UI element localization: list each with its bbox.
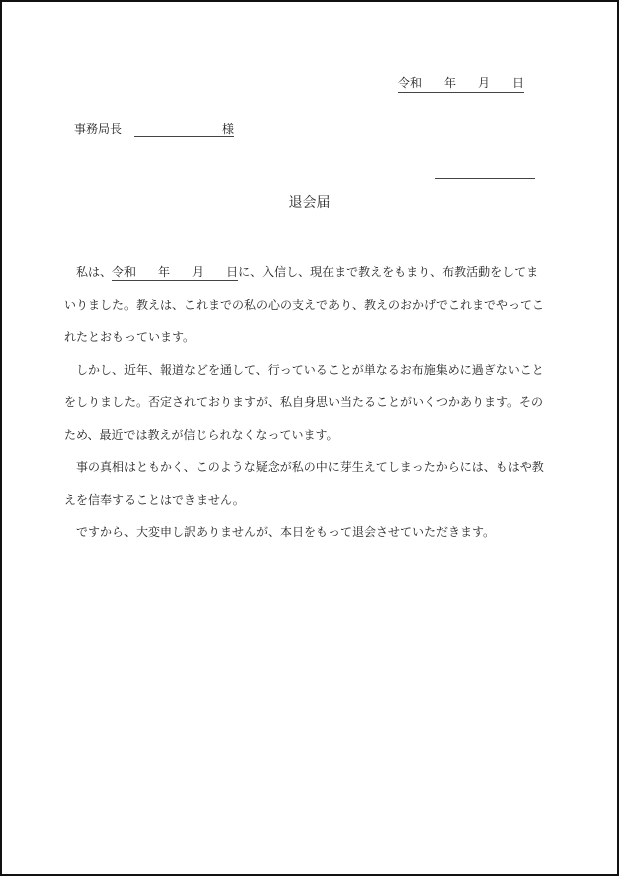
signature-line <box>435 178 535 179</box>
addressee <box>74 122 234 137</box>
addressee-title: 事務局長 <box>74 122 123 136</box>
document-body <box>64 256 544 549</box>
join-date-field: 令和 年 月 日 <box>112 265 239 279</box>
addressee-name-blank <box>134 123 222 137</box>
document-title: 退会届 <box>288 195 331 211</box>
date-year-unit: 年 <box>444 76 457 90</box>
addressee-honorific: 様 <box>222 122 235 136</box>
body-paragraph-4: ですから、大変申し訳ありませんが、本日をもって退会させていただきます。 <box>76 525 496 539</box>
date-month-unit: 月 <box>478 76 491 90</box>
body-paragraph-1: 私は、令和 年 月 日に、入信し、現在まで教えをもまり、布教活動をしてまいりました。教えは、これまでの私の心の支えであり、教えのおかげでこれまでやってこれたとおもっています。 <box>64 265 545 344</box>
date-era: 令和 <box>398 76 423 90</box>
body-paragraph-2: しかし、近年、報道などを通して、行っていることが単なるお布施集めに過ぎないことをしりました。否定されておりますが、私自身思い当たることがいくつかあります。そのため、最近では教えが信じられなくなっています。 <box>64 362 544 442</box>
body-paragraph-3: 事の真相はともかく、このような疑念が私の中に芽生えてしまったからには、もはや教えを信奉することはできません。 <box>64 460 544 507</box>
date-day-unit: 日 <box>512 76 525 90</box>
date-field <box>398 76 524 93</box>
